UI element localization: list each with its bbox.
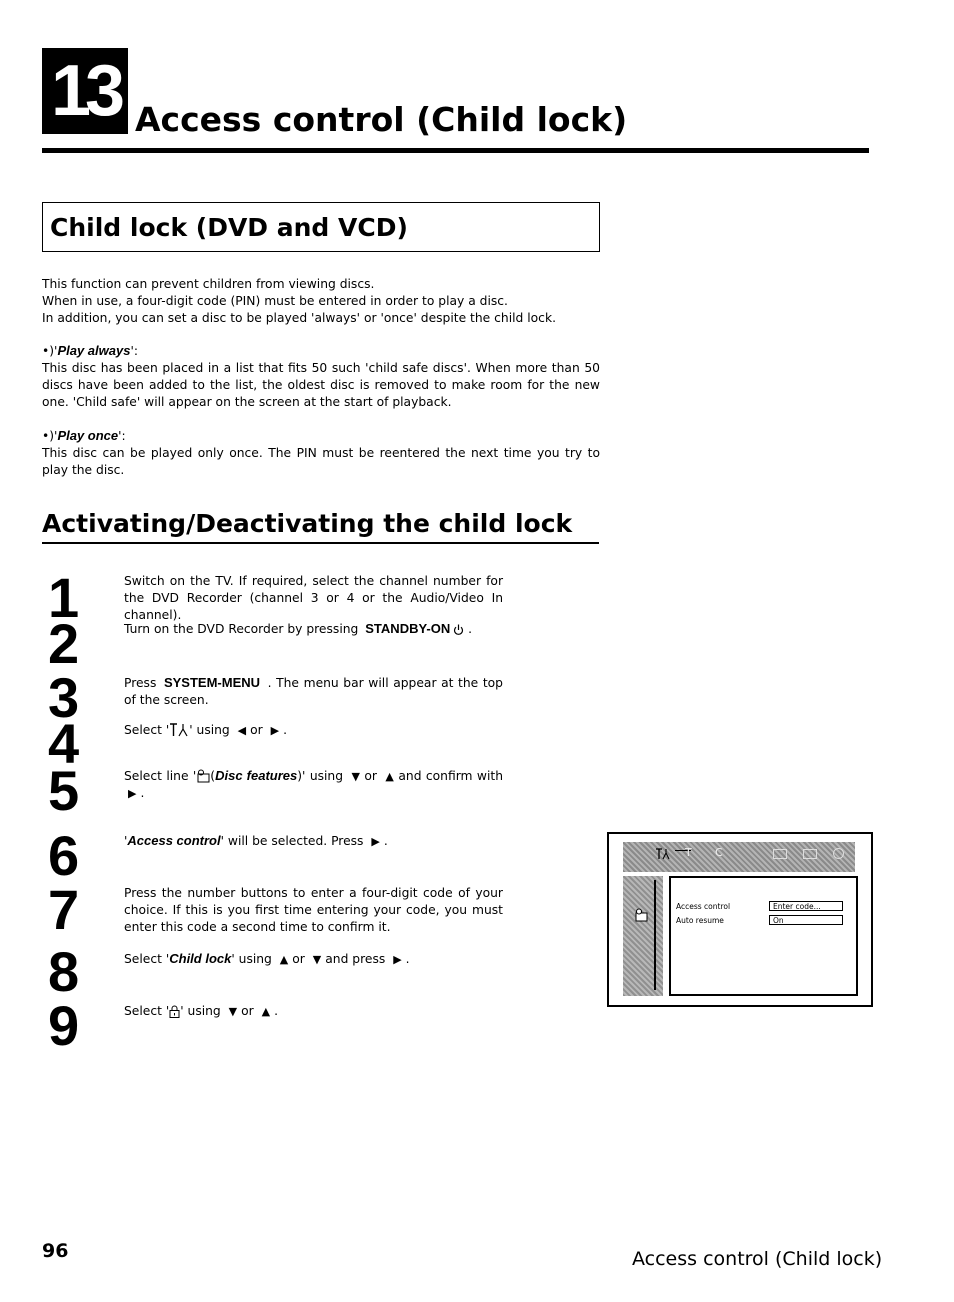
- right-arrow-icon: ▶: [270, 724, 280, 737]
- menu-row-value: On: [769, 915, 843, 925]
- title-rule: [42, 148, 869, 153]
- step-6-text: 'Access control' will be selected. Press ▶ .: [124, 833, 388, 848]
- menu-content-panel: [669, 876, 858, 996]
- page-title: Access control (Child lock): [135, 100, 628, 139]
- step-number: 2: [48, 612, 80, 675]
- menu-row-label: Access control: [676, 902, 731, 911]
- step-text-part: Select ': [124, 1004, 170, 1018]
- monitor-icon: [773, 849, 787, 859]
- disc-features-label: Disc features: [215, 768, 298, 783]
- step-1-text: Switch on the TV. If required, select the channel number for the DVD Recorder (channel 3 or 4 or the Audio/Video In channel).: [124, 574, 503, 622]
- step-text-part: or: [250, 723, 263, 737]
- step-text-part: ' using: [180, 1004, 221, 1018]
- menu-item-label: T: [685, 846, 692, 859]
- step-text-part: .: [274, 1004, 279, 1018]
- down-arrow-icon: ▼: [312, 953, 322, 966]
- step-text-part: ' using: [189, 723, 230, 737]
- step-text-part: .: [468, 622, 473, 636]
- step-text-part: Select line ': [124, 769, 197, 783]
- menu-side-panel: [623, 876, 663, 996]
- step-2-text: [124, 620, 503, 638]
- intro-line: In addition, you can set a disc to be played 'always' or 'once' despite the child lock.: [42, 311, 556, 325]
- up-arrow-icon: ▲: [385, 770, 395, 783]
- disc-features-icon: [634, 908, 648, 922]
- intro-line: When in use, a four-digit code (PIN) must be entered in order to play a disc.: [42, 294, 508, 308]
- play-always-term: Play always: [57, 343, 131, 358]
- menu-item-label: C: [715, 846, 723, 859]
- step-text-part: Select ': [124, 952, 170, 966]
- step-number: 9: [48, 994, 80, 1057]
- play-once-term: Play once: [57, 428, 119, 443]
- step-number: 8: [48, 940, 80, 1003]
- step-number: 7: [48, 878, 80, 941]
- step-text-part: Turn on the DVD Recorder by pressing: [124, 622, 359, 636]
- up-arrow-icon: ▲: [279, 953, 289, 966]
- step-text-part: Press: [124, 676, 157, 690]
- step-8-text: Select 'Child lock' using ▲ or ▼ and press ▶ .: [124, 951, 410, 966]
- step-text-part: ' using: [231, 952, 272, 966]
- step-text-part: or: [292, 952, 305, 966]
- section-title-box: [42, 202, 600, 252]
- step-4-text: [124, 722, 503, 739]
- right-arrow-icon: ▶: [128, 787, 137, 800]
- step-number: 3: [48, 666, 80, 729]
- menu-bar: [623, 842, 855, 872]
- zoom-icon: [833, 848, 844, 859]
- scroll-indicator: [654, 880, 656, 990]
- step-text-part: . The menu bar will appear at the top of the screen.: [124, 676, 503, 707]
- step-number: 6: [48, 824, 80, 887]
- play-once-text: This disc can be played only once. The PIN must be reentered the next time you try to play the disc.: [42, 446, 600, 477]
- section-title: Child lock (DVD and VCD): [50, 213, 408, 242]
- step-text-part: or: [241, 1004, 254, 1018]
- step-text-part: ' will be selected. Press: [220, 834, 364, 848]
- menu-row-value: Enter code...: [769, 901, 843, 911]
- menu-row-label: Auto resume: [676, 916, 724, 925]
- menu-screen-illustration: [607, 832, 873, 1007]
- intro-line: This function can prevent children from viewing discs.: [42, 277, 375, 291]
- disc-features-icon: [196, 769, 210, 783]
- step-text-part: and confirm with: [398, 769, 504, 783]
- down-arrow-icon: ▼: [351, 770, 361, 783]
- standby-on-button-label: STANDBY-ON: [365, 621, 451, 636]
- step-text-part: Select ': [124, 723, 170, 737]
- page-number: 96: [42, 1240, 69, 1262]
- power-icon: [453, 624, 464, 636]
- settings-tools-icon: [655, 848, 671, 860]
- intro-paragraph: [42, 276, 600, 327]
- step-text-part: .: [283, 723, 288, 737]
- step-5-text: Select line ' (Disc features)' using ▼ or ▲ and confirm with ▶ .: [124, 768, 504, 800]
- lock-icon: [169, 1005, 180, 1018]
- step-7-text: Press the number buttons to enter a four-digit code of your choice. If this is you first time entering your code, you must enter this code a second time to confirm it.: [124, 886, 503, 934]
- system-menu-button-label: SYSTEM-MENU: [163, 675, 261, 690]
- play-once-label: •)'Play once':: [42, 428, 126, 443]
- step-text-part: )' using: [297, 769, 344, 783]
- subsection-rule: [42, 542, 599, 544]
- play-always-label: •)'Play always':: [42, 343, 138, 358]
- down-arrow-icon: ▼: [228, 1005, 238, 1018]
- left-arrow-icon: ◀: [237, 724, 247, 737]
- chapter-number-badge: 13: [42, 48, 128, 134]
- step-number: 5: [48, 759, 80, 822]
- right-arrow-icon: ▶: [371, 835, 380, 848]
- step-text-part: and press: [325, 952, 386, 966]
- step-3-text: [124, 674, 503, 709]
- camera-icon: [803, 849, 817, 859]
- play-always-text: This disc has been placed in a list that fits 50 such 'child safe discs'. When more than 50 discs have been added to the list, the oldest disc is removed to make room for the new one. 'Child safe' will appear on the screen at the start of playback.: [42, 361, 600, 409]
- step-9-text: [124, 1003, 503, 1020]
- right-arrow-icon: ▶: [393, 953, 402, 966]
- step-number: 1: [48, 566, 80, 629]
- footer-title: Access control (Child lock): [632, 1248, 883, 1270]
- child-lock-label: Child lock: [169, 951, 232, 966]
- up-arrow-icon: ▲: [261, 1005, 271, 1018]
- subsection-title: Activating/Deactivating the child lock: [42, 509, 573, 538]
- step-number: 4: [48, 712, 80, 775]
- step-text-part: or: [364, 769, 377, 783]
- access-control-label: Access control: [127, 833, 221, 848]
- settings-tools-icon: [169, 723, 189, 737]
